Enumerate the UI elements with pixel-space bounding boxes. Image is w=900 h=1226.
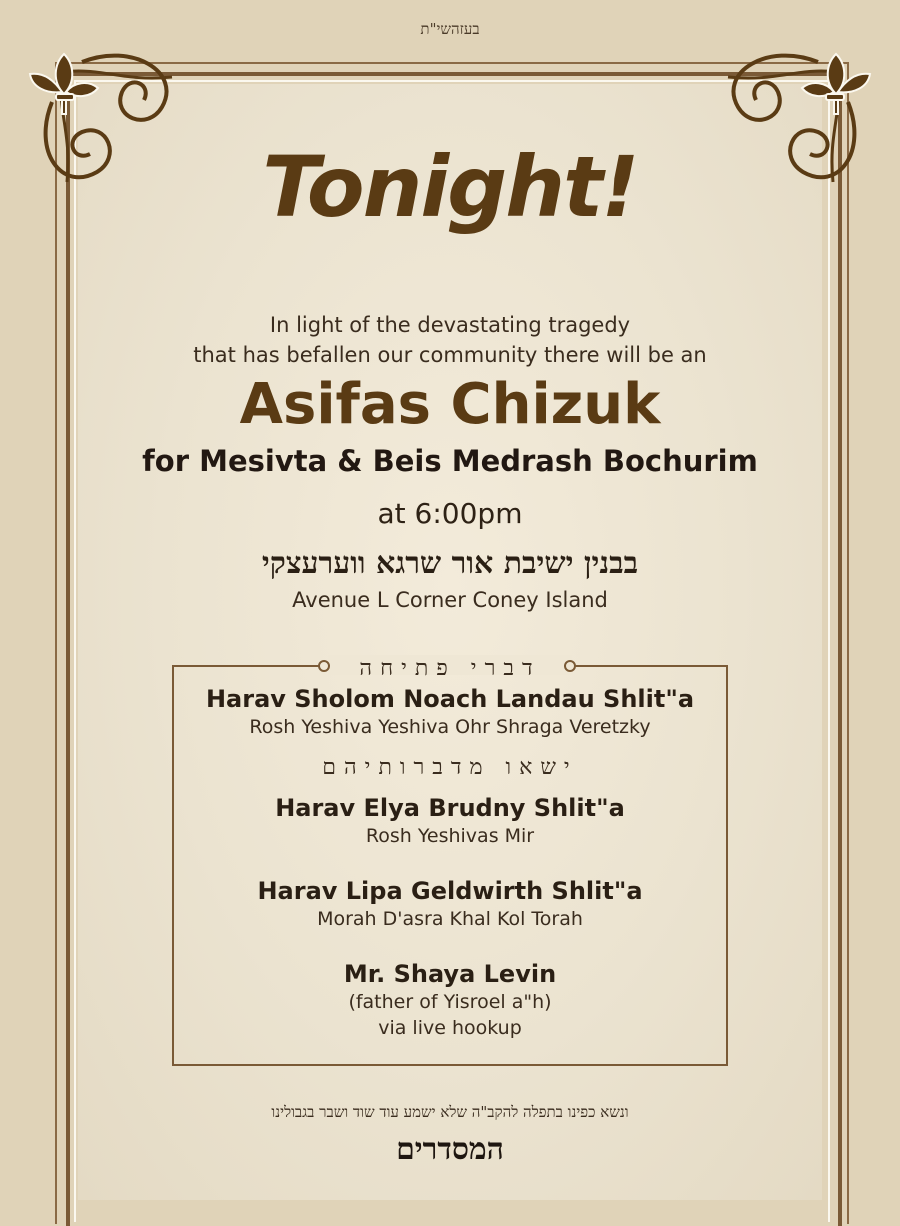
opening-remarks-label: דברי פתיחה bbox=[359, 656, 541, 681]
event-audience: for Mesivta & Beis Medrash Bochurim bbox=[142, 444, 758, 478]
speaker-title: Rosh Yeshivas Mir bbox=[365, 825, 535, 847]
venue-address: Avenue L Corner Coney Island bbox=[292, 588, 608, 612]
speaker-name: Harav Elya Brudny Shlit"a bbox=[275, 794, 625, 822]
speakers-label: ישאו מדברותיהם bbox=[322, 755, 578, 780]
venue-hebrew: בבנין ישיבת אור שרגא ווערעצקי bbox=[261, 546, 639, 581]
page-title: Tonight! bbox=[262, 138, 638, 236]
speaker-name: Mr. Shaya Levin bbox=[343, 960, 557, 988]
speaker-name: Harav Lipa Geldwirth Shlit"a bbox=[257, 877, 643, 905]
speaker-name: Harav Sholom Noach Landau Shlit"a bbox=[205, 685, 695, 713]
speaker-note: via live hookup bbox=[378, 1017, 522, 1039]
event-name: Asifas Chizuk bbox=[239, 372, 661, 437]
intro-line-2: that has befallen our community there will be an bbox=[193, 343, 707, 367]
speaker-title: Rosh Yeshiva Yeshiva Ohr Shraga Veretzky bbox=[249, 716, 651, 738]
top-hebrew-blessing: בעזהשי"ת bbox=[420, 20, 480, 38]
footer-prayer: ונשא כפינו בתפלה להקב"ה שלא ישמע עוד שוד ושבר בגבולינו bbox=[271, 1103, 629, 1121]
intro-line-1: In light of the devastating tragedy bbox=[269, 313, 631, 337]
event-time: at 6:00pm bbox=[377, 497, 523, 530]
organizers-signature: המסדרים bbox=[396, 1132, 504, 1167]
speaker-title: (father of Yisroel a"h) bbox=[348, 991, 552, 1013]
speaker-title: Morah D'asra Khal Kol Torah bbox=[317, 908, 583, 930]
